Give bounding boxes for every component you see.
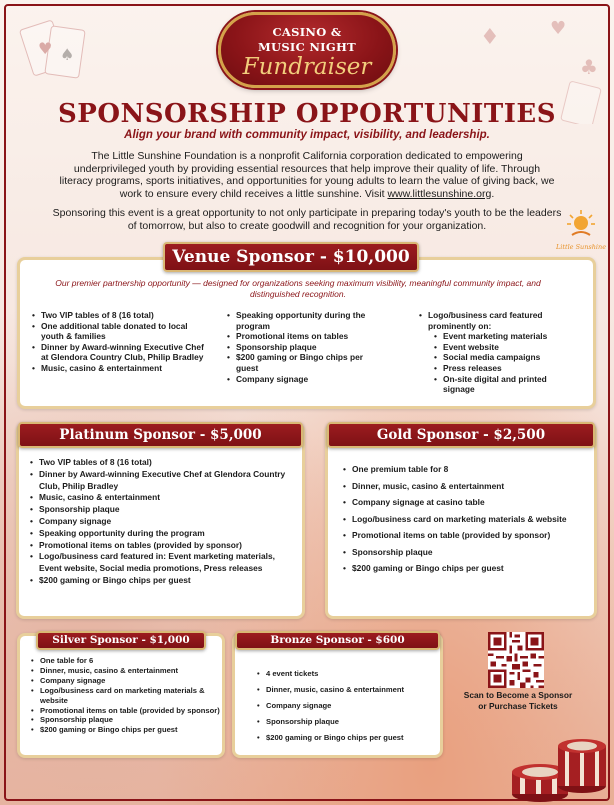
silver-sponsor-title: Silver Sponsor - $1,000 — [36, 631, 206, 650]
list-item: • Promotional items on tables (provided by sponsor) — [30, 540, 300, 552]
platinum-sponsor-title: Platinum Sponsor - $5,000 — [18, 422, 303, 448]
venue-logo-placements — [434, 331, 569, 395]
list-item: • Event website — [434, 342, 569, 353]
list-item: • Sponsorship plaque — [31, 715, 221, 725]
list-item: • Two VIP tables of 8 (16 total) — [32, 310, 204, 321]
little-sunshine-logo — [556, 205, 606, 255]
svg-text:♥: ♥ — [550, 18, 567, 39]
badge-line-1: CASINO & — [272, 25, 342, 39]
list-item: • 4 event tickets — [257, 666, 437, 682]
list-item: • Sponsorship plaque — [30, 504, 300, 516]
list-item: • Sponsorship plaque — [227, 342, 387, 353]
venue-sponsor-title: Venue Sponsor - $10,000 — [163, 242, 419, 272]
intro-period: . — [491, 187, 495, 200]
list-item: • Dinner by Award-winning Executive Chef at Glendora Country Club, Philip Bradley — [30, 469, 300, 493]
list-item: • $200 gaming or Bingo chips per guest — [30, 575, 300, 587]
silver-benefits — [31, 656, 221, 735]
badge-script-title: Fundraiser — [242, 54, 372, 80]
list-item: • Music, casino & entertainment — [30, 492, 300, 504]
venue-benefits-col-2 — [227, 310, 387, 384]
list-item: • Promotional items on table (provided by sponsor) — [343, 527, 588, 544]
list-item: • Company signage — [257, 698, 437, 714]
list-item — [419, 310, 569, 395]
list-item: • Social media campaigns — [434, 352, 569, 363]
playing-cards-decoration — [18, 14, 128, 94]
list-item: • One table for 6 — [31, 656, 221, 666]
list-item: • Press releases — [434, 363, 569, 374]
list-item: • Music, casino & entertainment — [32, 363, 204, 374]
list-item: • Sponsorship plaque — [257, 714, 437, 730]
page-subtitle: Align your brand with community impact, visibility, and leadership. — [124, 129, 490, 141]
gold-benefits — [343, 461, 588, 577]
qr-caption-line-1: Scan to Become a Sponsor — [463, 690, 573, 700]
list-item: • $200 gaming or Bingo chips per guest — [257, 730, 437, 746]
fundraiser-badge — [218, 12, 396, 88]
list-item: • Company signage — [30, 516, 300, 528]
list-item: • Company signage — [31, 676, 221, 686]
bronze-sponsor-title: Bronze Sponsor - $600 — [235, 631, 440, 650]
list-item: • One additional table donated to local youth & families — [32, 321, 204, 342]
list-item: • Dinner, music, casino & entertainment — [343, 478, 588, 495]
qr-caption-line-2: or Purchase Tickets — [478, 700, 558, 711]
list-item: • Dinner, music, casino & entertainment — [31, 666, 221, 676]
svg-text:♥: ♥ — [38, 39, 53, 58]
venue-col3-heading: Logo/business card featured prominently on: — [428, 310, 543, 331]
list-item: • Dinner, music, casino & entertainment — [257, 682, 437, 698]
page-title: SPONSORSHIP OPPORTUNITIES — [58, 99, 556, 129]
qr-caption — [448, 690, 588, 711]
badge-line-2: MUSIC NIGHT — [257, 40, 357, 54]
logo-text: Little Sunshine — [556, 243, 606, 251]
list-item: • Logo/business card on marketing materials & website — [343, 511, 588, 528]
intro-text: The Little Sunshine Foundation is a nonprofit California corporation dedicated to empowering underprivileged youth by providing essential resources that help improve their quality of life. Through literacy programs, sports initiatives, and opportunities for young adults to learn the value of giving back, we work to ensure every child receives a little sunshine. Visit — [59, 150, 555, 200]
list-item: • Company signage — [227, 374, 387, 385]
svg-text:♦: ♦ — [480, 25, 500, 50]
qr-code[interactable] — [488, 632, 544, 688]
list-item: • $200 gaming or Bingo chips per guest — [227, 352, 387, 373]
platinum-benefits — [30, 457, 300, 587]
gold-sponsor-title: Gold Sponsor - $2,500 — [327, 422, 595, 448]
list-item: • $200 gaming or Bingo chips per guest — [31, 725, 221, 735]
list-item: • $200 gaming or Bingo chips per guest — [343, 560, 588, 577]
svg-text:♠: ♠ — [60, 45, 75, 64]
svg-text:♣: ♣ — [580, 55, 598, 79]
list-item: • Dinner by Award-winning Executive Chef at Glendora Country Club, Philip Bradley — [32, 342, 204, 363]
list-item: • Logo/business card on marketing materials & website — [31, 686, 221, 706]
list-item: • On-site digital and printed signage — [434, 374, 569, 395]
intro-paragraph — [56, 150, 558, 200]
list-item: • Speaking opportunity during the program — [227, 310, 387, 331]
venue-description: Our premier partnership opportunity — designed for organizations seeking maximum visibility, meaningful community impact, and distinguished recognition. — [55, 278, 541, 299]
casino-chips-decoration — [500, 716, 610, 802]
list-item: • Logo/business card featured in: Event marketing materials, Event website, Social media promotions, Press releases — [30, 551, 300, 575]
list-item: • Two VIP tables of 8 (16 total) — [30, 457, 300, 469]
list-item: • Sponsorship plaque — [343, 544, 588, 561]
list-item: • Event marketing materials — [434, 331, 569, 342]
sponsoring-paragraph: Sponsoring this event is a great opportunity to not only participate in preparing today's youth to be the leaders of tomorrow, but also to create goodwill and recognition for your organization. — [52, 207, 562, 232]
list-item: • Company signage at casino table — [343, 494, 588, 511]
list-item: • Promotional items on table (provided by sponsor) — [31, 706, 221, 716]
bronze-benefits — [257, 666, 437, 746]
list-item: • One premium table for 8 — [343, 461, 588, 478]
venue-benefits-col-1 — [32, 310, 204, 374]
website-link[interactable]: www.littlesunshine.org — [387, 187, 492, 200]
venue-benefits-col-3 — [419, 310, 569, 395]
list-item: • Speaking opportunity during the program — [30, 528, 300, 540]
list-item: • Promotional items on tables — [227, 331, 387, 342]
